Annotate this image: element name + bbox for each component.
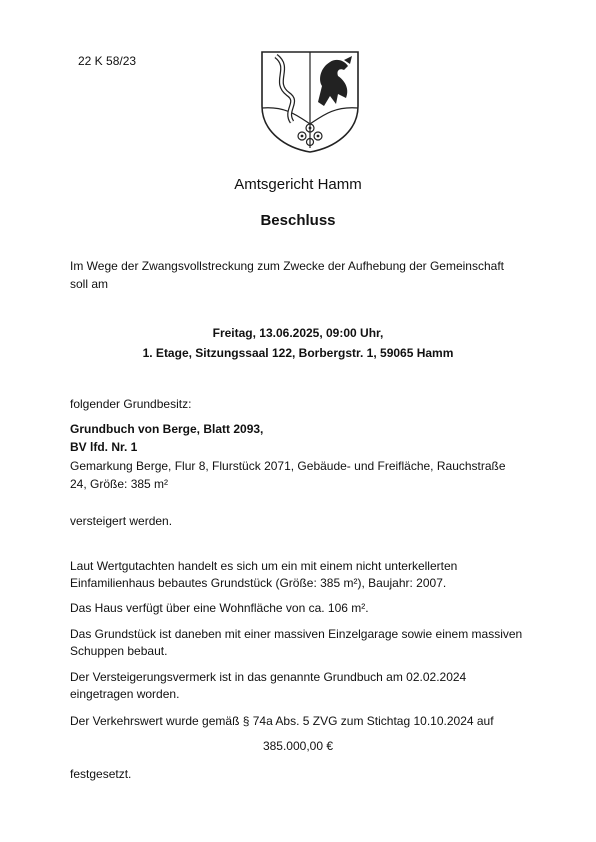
appointment-location: 1. Etage, Sitzungssaal 122, Borbergstr. 1, 59065 Hamm [142,346,454,360]
intro-line-2: soll am [70,277,109,291]
auction-phrase: versteigert werden. [70,514,173,528]
appraisal-line-1: Laut Wertgutachten handelt es sich um ein mit einem nicht unterkellerten [70,559,458,573]
appraisal-line-2: Einfamilienhaus bebautes Grundstück (Größe: 385 m²), Baujahr: 2007. [70,576,447,590]
registration-line-1: Der Versteigerungsvermerk ist in das genannte Grundbuch am 02.02.2024 [70,670,467,684]
coat-of-arms-icon [258,46,362,154]
registration-line-2: eingetragen worden. [70,687,180,701]
court-name: Amtsgericht Hamm [234,176,362,193]
property-description-line-1: Gemarkung Berge, Flur 8, Flurstück 2071, Gebäude- und Freifläche, Rauchstraße [70,459,506,473]
property-register: Grundbuch von Berge, Blatt 2093, [70,422,264,436]
living-area: Das Haus verfügt über eine Wohnfläche von ca. 106 m². [70,601,369,615]
market-value: 385.000,00 € [262,739,334,753]
closing-phrase: festgesetzt. [70,767,132,781]
intro-line-1: Im Wege der Zwangsvollstreckung zum Zwecke der Aufhebung der Gemeinschaft [70,259,504,273]
document-type: Beschluss [260,212,336,229]
property-description-line-2: 24, Größe: 385 m² [70,477,169,491]
appointment-date: Freitag, 13.06.2025, 09:00 Uhr, [212,326,384,340]
market-value-intro: Der Verkehrswert wurde gemäß § 74a Abs. 5 ZVG zum Stichtag 10.10.2024 auf [70,714,494,728]
property-label: folgender Grundbesitz: [70,397,192,411]
garage-line-2: Schuppen bebaut. [70,644,168,658]
garage-line-1: Das Grundstück ist daneben mit einer massiven Einzelgarage sowie einem massiven [70,627,523,641]
property-bv: BV lfd. Nr. 1 [70,440,138,454]
case-number: 22 K 58/23 [78,54,137,68]
